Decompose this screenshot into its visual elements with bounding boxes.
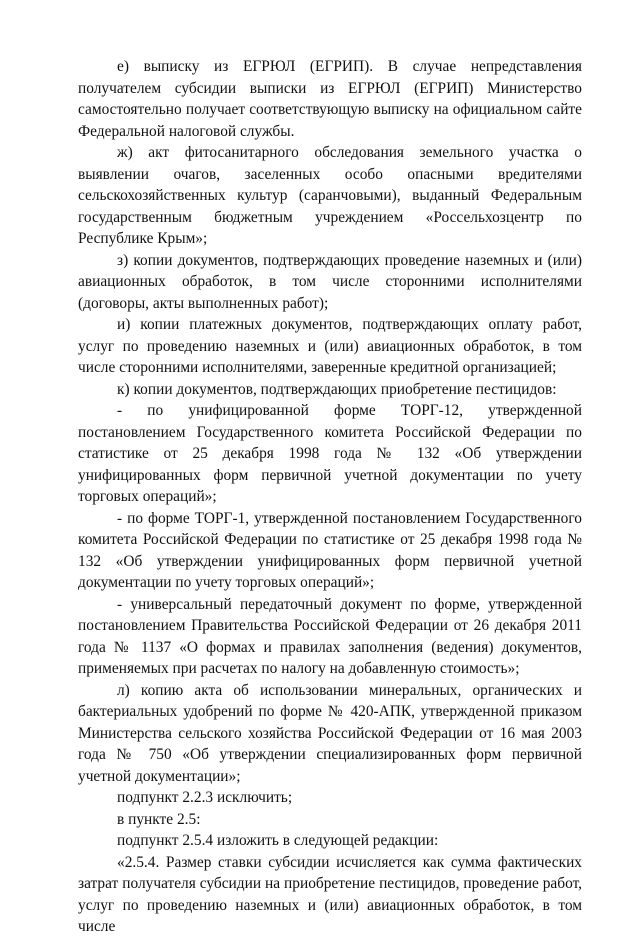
- paragraph-2-5: в пункте 2.5:: [117, 810, 201, 828]
- paragraph-i: и) копии платежных документов, подтверждающих оплату работ, услуг по проведению наземных и (или) авиационных обработок, в том числе сторонними исполнителями, заверенные кредитной организацией;: [78, 316, 582, 376]
- list-item-upd: - универсальный передаточный документ по форме, утвержденной постановлением Правительства Российской Федерации от 26 декабря 2011 года № 1137 «О формах и правилах заполнения (ведения) документов, применяемых при расчетах по налогу на добавленную стоимость»;: [78, 595, 582, 677]
- paragraph-zh: ж) акт фитосанитарного обследования земельного участка о выявлении очагов, заселенных особо опасными вредителями сельскохозяйственных культур (саранчовыми), выданный Федеральным государственным бюджетным учреждением «Россельхозцентр по Республике Крым»;: [78, 144, 582, 247]
- list-item-torg1: - по форме ТОРГ-1, утвержденной постановлением Государственного комитета Российской Федерации по статистике от 25 декабря 1998 года № 132 «Об утверждении унифицированных форм первичной учетной документации по учету торговых операций»;: [78, 509, 582, 591]
- document-page: [78, 56, 582, 938]
- paragraph-2-5-4-intro: подпункт 2.5.4 изложить в следующей редакции:: [117, 832, 439, 849]
- paragraph-e: е) выписку из ЕГРЮЛ (ЕГРИП). В случае непредставления получателем субсидии выписки из ЕГРЮЛ (ЕГРИП) Министерство самостоятельно получает соответствующую выписку на официальном сайте Федеральной налоговой службы.: [78, 58, 582, 140]
- paragraph-l: л) копию акта об использовании минеральных, органических и бактериальных удобрений по форме № 420-АПК, утвержденной приказом Министерства сельского хозяйства Российской Федерации от 16 мая 2003 года № 750 «Об утверждении специализированных форм первичной учетной документации»;: [78, 681, 582, 785]
- paragraph-z: з) копии документов, подтверждающих проведение наземных и (или) авиационных обработок, в том числе сторонними исполнителями (договоры, акты выполненных работ);: [78, 251, 582, 312]
- paragraph-k: к) копии документов, подтверждающих приобретение пестицидов:: [117, 380, 557, 398]
- paragraph-2-5-4-text: «2.5.4. Размер ставки субсидии исчисляется как сумма фактических затрат получателя субсидии на приобретение пестицидов, проведение работ, услуг по проведению наземных и (или) авиационных обработок, в том числе: [78, 853, 582, 935]
- list-item-torg12: - по унифицированной форме ТОРГ-12, утвержденной постановлением Государственного комитета Российской Федерации по статистике от 25 декабря 1998 года № 132 «Об утверждении унифицированных форм первичной учетной документации по учету торговых операций»;: [78, 402, 582, 505]
- paragraph-2-2-3: подпункт 2.2.3 исключить;: [117, 789, 293, 806]
